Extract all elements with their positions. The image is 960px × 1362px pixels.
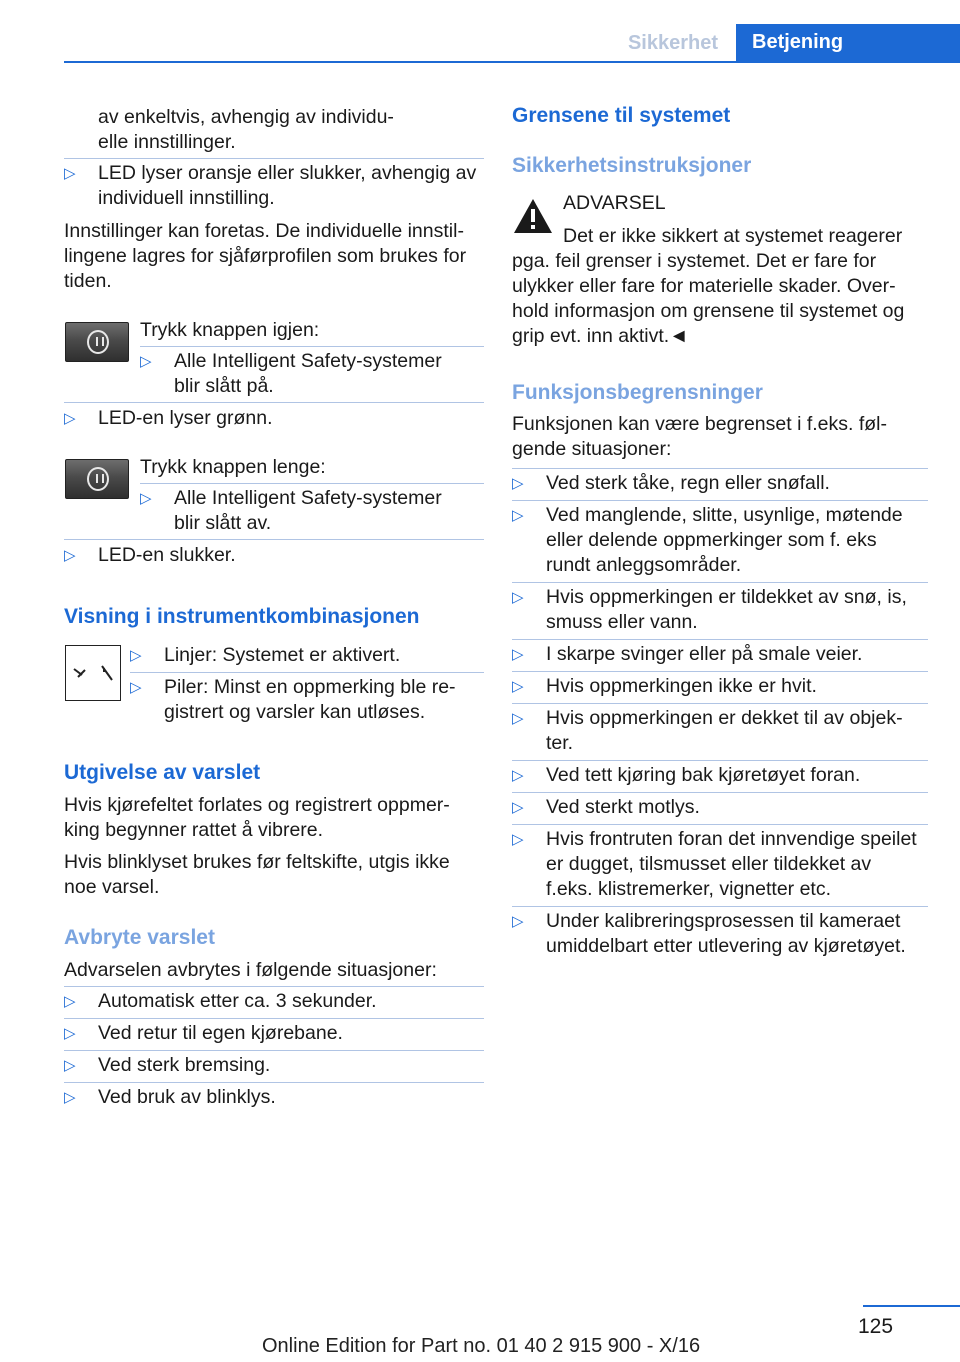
divider — [140, 483, 484, 484]
safety-button-icon — [65, 322, 129, 362]
list-item — [512, 706, 942, 757]
warning-text-line: hold informasjon om grensene til systemet og — [512, 300, 905, 322]
triangle-bullet-icon: ▷ — [512, 913, 524, 930]
list-item-text: Ved bruk av blinklys. — [98, 1086, 276, 1108]
warning-text-line: pga. feil grenser i systemet. Det er fare for — [512, 250, 877, 272]
triangle-bullet-icon: ▷ — [64, 547, 76, 564]
triangle-bullet-icon: ▷ — [512, 767, 524, 784]
list-item-text: gistrert og varsler kan utløses. — [164, 701, 426, 723]
paragraph-line: lingene lagres for sjåførprofilen som brukes for — [64, 245, 467, 267]
list-item — [140, 486, 484, 538]
divider — [64, 986, 484, 987]
divider — [512, 582, 928, 583]
subsection-heading: Sikkerhetsinstruksjoner — [512, 154, 752, 177]
tab-sikkerhet[interactable]: Sikkerhet — [627, 32, 719, 54]
triangle-bullet-icon: ▷ — [64, 165, 76, 182]
tab-betjening[interactable]: Betjening — [736, 24, 960, 61]
list-item-text: rundt anleggsområder. — [546, 554, 742, 576]
list-item — [512, 585, 942, 636]
list-item-text: Piler: Minst en oppmerking ble re- — [164, 676, 456, 698]
divider — [512, 703, 928, 704]
list-item-text: LED-en slukker. — [98, 544, 236, 566]
list-item-text: er dugget, tilsmusset eller tildekket av — [546, 853, 872, 875]
list-item — [64, 1021, 484, 1047]
subsection-heading: Funksjonsbegrensninger — [512, 381, 763, 404]
warning-text-line: Det er ikke sikkert at systemet reagerer — [563, 225, 903, 247]
divider — [130, 672, 484, 673]
divider — [512, 500, 928, 501]
list-item-text: Ved sterkt motlys. — [546, 796, 700, 818]
paragraph-line: noe varsel. — [64, 876, 160, 898]
triangle-bullet-icon: ▷ — [130, 647, 142, 664]
list-item — [130, 675, 484, 727]
list-item-text: f.eks. klistremerker, vignetter etc. — [546, 878, 832, 900]
triangle-bullet-icon: ▷ — [140, 490, 152, 507]
list-item — [140, 349, 484, 401]
triangle-bullet-icon: ▷ — [64, 410, 76, 427]
list-item — [512, 763, 942, 789]
lane-display-icon — [65, 645, 121, 701]
divider — [140, 346, 484, 347]
list-item — [512, 642, 942, 668]
list-item-text: Ved tett kjøring bak kjøretøyet foran. — [546, 764, 861, 786]
list-item-text: Hvis oppmerkingen er dekket til av objek- — [546, 707, 903, 729]
list-item — [64, 1085, 484, 1111]
list-item-text: Ved manglende, slitte, usynlige, møtende — [546, 504, 903, 526]
list-item-text: smuss eller vann. — [546, 611, 698, 633]
warning-text-line: grip evt. inn aktivt.◄ — [512, 325, 689, 347]
list-item — [64, 1053, 484, 1079]
list-item — [64, 406, 484, 432]
footer-rule — [863, 1305, 960, 1307]
list-item — [512, 503, 942, 579]
subsection-heading: Avbryte varslet — [64, 926, 215, 949]
list-item-text: Hvis frontruten foran det innvendige speilet — [546, 828, 917, 850]
divider — [512, 906, 928, 907]
list-item — [512, 795, 942, 821]
triangle-bullet-icon: ▷ — [130, 679, 142, 696]
safety-button-icon — [65, 459, 129, 499]
list-item-text: Under kalibreringsprosessen til kameraet — [546, 910, 901, 932]
triangle-bullet-icon: ▷ — [64, 1025, 76, 1042]
continued-text-line: elle innstillinger. — [98, 131, 236, 153]
triangle-bullet-icon: ▷ — [64, 1057, 76, 1074]
instruction-text: Trykk knappen igjen: — [140, 319, 320, 341]
divider — [64, 158, 484, 159]
divider — [64, 1018, 484, 1019]
divider — [64, 1050, 484, 1051]
continued-text-line: av enkeltvis, avhengig av individu- — [98, 106, 394, 128]
list-item-text: LED-en lyser grønn. — [98, 407, 273, 429]
list-item-text: Automatisk etter ca. 3 sekunder. — [98, 990, 377, 1012]
list-item-text: ter. — [546, 732, 574, 754]
list-item — [130, 643, 484, 669]
paragraph-line: Advarselen avbrytes i følgende situasjoner: — [64, 959, 437, 981]
divider — [64, 1082, 484, 1083]
triangle-bullet-icon: ▷ — [140, 353, 152, 370]
divider — [512, 792, 928, 793]
warning-title: ADVARSEL — [563, 192, 666, 214]
paragraph-line: tiden. — [64, 270, 112, 292]
divider — [512, 671, 928, 672]
list-item-text: eller delende oppmerkinger som f. eks — [546, 529, 877, 551]
triangle-bullet-icon: ▷ — [512, 678, 524, 695]
divider — [512, 468, 928, 469]
paragraph-line: Hvis blinklyset brukes før feltskifte, utgis ikke — [64, 851, 450, 873]
triangle-bullet-icon: ▷ — [512, 507, 524, 524]
list-item-text: blir slått på. — [174, 375, 274, 397]
triangle-bullet-icon: ▷ — [512, 831, 524, 848]
section-heading: Utgivelse av varslet — [64, 761, 261, 784]
warning-text-line: ulykker eller fare for materielle skader. Over- — [512, 275, 896, 297]
list-item-text: Alle Intelligent Safety-systemer — [174, 487, 442, 509]
divider — [512, 639, 928, 640]
list-item-text: LED lyser oransje eller slukker, avhengig av — [98, 162, 477, 184]
paragraph-line: king begynner rattet å vibrere. — [64, 819, 324, 841]
list-item-text: Linjer: Systemet er aktivert. — [164, 644, 401, 666]
list-item-text: umiddelbart etter utlevering av kjøretøyet. — [546, 935, 906, 957]
list-item-text: Ved retur til egen kjørebane. — [98, 1022, 343, 1044]
warning-triangle-icon — [512, 196, 554, 236]
page-number: 125 — [858, 1315, 894, 1338]
list-item-text: Ved sterk tåke, regn eller snøfall. — [546, 472, 830, 494]
list-item-text: I skarpe svinger eller på smale veier. — [546, 643, 863, 665]
list-item-text: Ved sterk bremsing. — [98, 1054, 271, 1076]
triangle-bullet-icon: ▷ — [64, 993, 76, 1010]
instruction-text: Trykk knappen lenge: — [140, 456, 326, 478]
edition-text: Online Edition for Part no. 01 40 2 915 900 - X/16 — [262, 1335, 701, 1357]
triangle-bullet-icon: ▷ — [512, 710, 524, 727]
list-item — [64, 989, 484, 1015]
list-item-text: blir slått av. — [174, 512, 272, 534]
list-item — [512, 471, 942, 497]
header-rule — [64, 61, 960, 63]
paragraph-line: Hvis kjørefeltet forlates og registrert oppmer- — [64, 794, 450, 816]
divider — [512, 760, 928, 761]
list-item — [512, 827, 942, 903]
list-item — [64, 543, 484, 569]
triangle-bullet-icon: ▷ — [512, 589, 524, 606]
section-heading: Visning i instrumentkombinasjonen — [64, 605, 420, 628]
list-item-text: Alle Intelligent Safety-systemer — [174, 350, 442, 372]
list-item — [64, 161, 484, 213]
divider — [512, 824, 928, 825]
list-item-text: Hvis oppmerkingen ikke er hvit. — [546, 675, 817, 697]
list-item — [512, 674, 942, 700]
triangle-bullet-icon: ▷ — [512, 475, 524, 492]
divider — [64, 539, 484, 540]
triangle-bullet-icon: ▷ — [512, 646, 524, 663]
list-item-text: Hvis oppmerkingen er tildekket av snø, is, — [546, 586, 907, 608]
triangle-bullet-icon: ▷ — [512, 799, 524, 816]
list-item — [512, 909, 942, 960]
section-heading: Grensene til systemet — [512, 104, 731, 127]
triangle-bullet-icon: ▷ — [64, 1089, 76, 1106]
paragraph-line: Innstillinger kan foretas. De individuelle innstil- — [64, 220, 464, 242]
list-item-text: individuell innstilling. — [98, 187, 275, 209]
paragraph-line: Funksjonen kan være begrenset i f.eks. føl- — [512, 413, 888, 435]
paragraph-line: gende situasjoner: — [512, 438, 672, 460]
divider — [64, 402, 484, 403]
